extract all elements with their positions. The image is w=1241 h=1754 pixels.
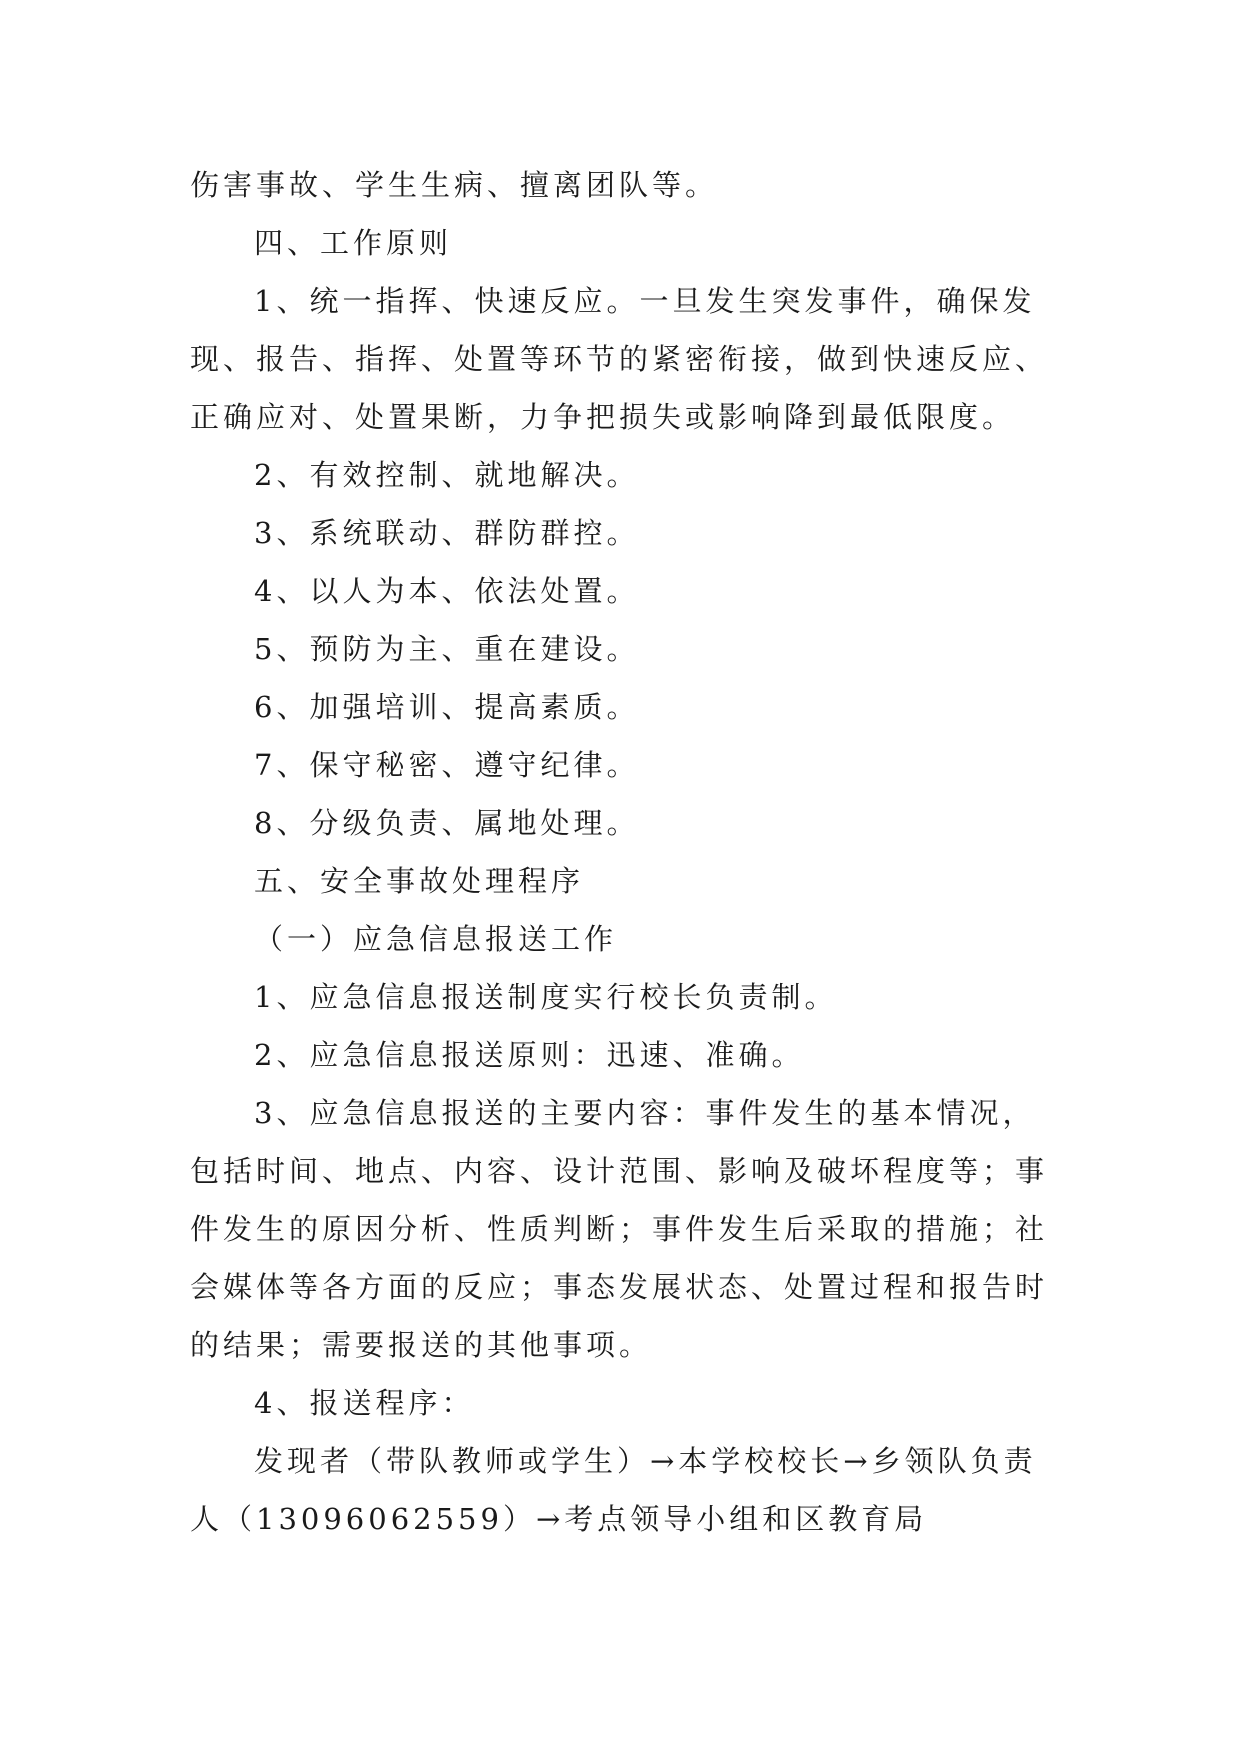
reporting-chain-line-2: 人（13096062559）→考点领导小组和区教育局: [190, 1502, 928, 1536]
principle-5: 5、预防为主、重在建设。: [254, 632, 640, 666]
principle-1-line-2: 现、报告、指挥、处置等环节的紧密衔接，做到快速反应、: [190, 342, 1049, 376]
principle-1-line-1: 1、统一指挥、快速反应。一旦发生突发事件，确保发: [254, 284, 1036, 318]
principle-6: 6、加强培训、提高素质。: [254, 690, 640, 724]
reporting-item-3-line-3: 件发生的原因分析、性质判断；事件发生后采取的措施；社: [190, 1212, 1049, 1246]
document-body: [190, 156, 1070, 1548]
reporting-item-3-line-4: 会媒体等各方面的反应；事态发展状态、处置过程和报告时: [190, 1270, 1049, 1304]
subsection-heading-reporting: （一）应急信息报送工作: [254, 922, 618, 956]
principle-1-line-3: 正确应对、处置果断，力争把损失或影响降到最低限度。: [190, 400, 1016, 434]
principle-7: 7、保守秘密、遵守纪律。: [254, 748, 640, 782]
reporting-item-1: 1、应急信息报送制度实行校长负责制。: [254, 980, 838, 1014]
principle-3: 3、系统联动、群防群控。: [254, 516, 640, 550]
reporting-chain-line-1: 发现者（带队教师或学生）→本学校校长→乡领队负责: [254, 1444, 1037, 1478]
reporting-item-2: 2、应急信息报送原则：迅速、准确。: [254, 1038, 805, 1072]
text-line-continuation: 伤害事故、学生生病、擅离团队等。: [190, 168, 719, 202]
reporting-item-3-line-1: 3、应急信息报送的主要内容：事件发生的基本情况，: [254, 1096, 1036, 1130]
section-heading-procedure: 五、安全事故处理程序: [254, 864, 585, 898]
principle-2: 2、有效控制、就地解决。: [254, 458, 640, 492]
section-heading-principles: 四、工作原则: [254, 226, 453, 260]
principle-4: 4、以人为本、依法处置。: [254, 574, 640, 608]
principle-8: 8、分级负责、属地处理。: [254, 806, 640, 840]
reporting-item-3-line-5: 的结果；需要报送的其他事项。: [190, 1328, 653, 1362]
reporting-item-3-line-2: 包括时间、地点、内容、设计范围、影响及破坏程度等；事: [190, 1154, 1049, 1188]
reporting-item-4: 4、报送程序：: [254, 1386, 475, 1420]
